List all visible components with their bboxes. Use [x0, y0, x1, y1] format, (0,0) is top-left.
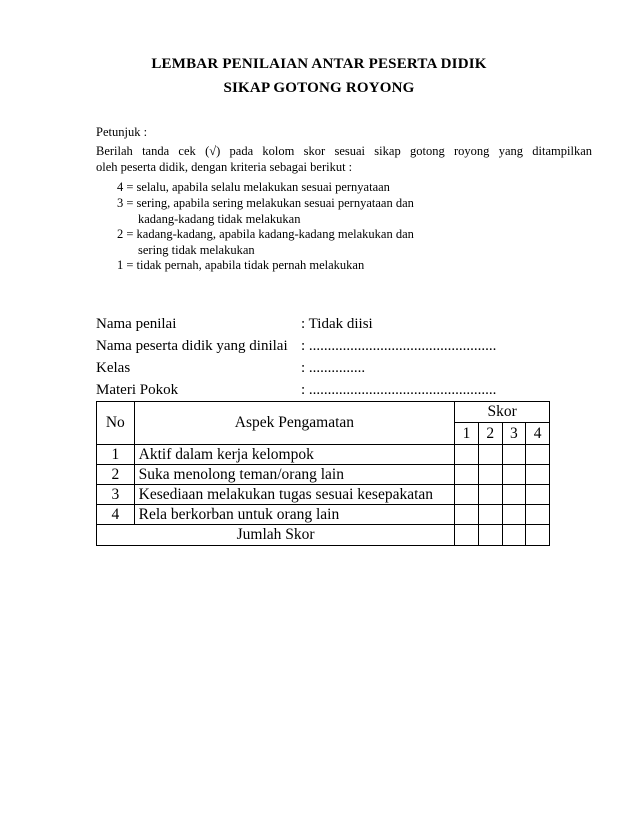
table-row	[97, 445, 550, 465]
score-cell-1[interactable]	[455, 445, 479, 465]
header-skor: Skor	[455, 402, 550, 423]
instructions-text-line2: oleh peserta didik, dengan kriteria sebagai berikut :	[96, 160, 353, 174]
info-label: Nama peserta didik yang dinilai	[96, 338, 288, 354]
score-cell-1[interactable]	[455, 505, 479, 525]
row-no: 3	[97, 485, 135, 505]
criteria-1-text: 1 = tidak pernah, apabila tidak pernah melakukan	[117, 258, 365, 272]
info-value: : ..................................................	[301, 338, 497, 354]
document-subtitle: SIKAP GOTONG ROYONG	[223, 80, 415, 96]
score-cell-2[interactable]	[478, 465, 502, 485]
table-row	[97, 485, 550, 505]
row-aspek: Kesediaan melakukan tugas sesuai kesepakatan	[134, 485, 455, 505]
score-table	[96, 401, 550, 546]
row-no: 1	[97, 445, 135, 465]
row-aspek: Suka menolong teman/orang lain	[134, 465, 455, 485]
total-cell-2[interactable]	[478, 525, 502, 546]
info-value: : ...............	[301, 360, 366, 376]
header-skor-3: 3	[502, 423, 526, 445]
score-cell-4[interactable]	[526, 485, 550, 505]
score-cell-4[interactable]	[526, 465, 550, 485]
criteria-2-text-cont: sering tidak melakukan	[138, 242, 255, 257]
score-cell-2[interactable]	[478, 445, 502, 465]
total-cell-4[interactable]	[526, 525, 550, 546]
info-label: Nama penilai	[96, 316, 177, 332]
header-skor-2: 2	[478, 423, 502, 445]
criteria-2	[117, 227, 414, 258]
criteria-2-text: 2 = kadang-kadang, apabila kadang-kadang melakukan dan	[117, 227, 414, 241]
table-row	[97, 505, 550, 525]
header-skor-1: 1	[455, 423, 479, 445]
criteria-1	[117, 258, 364, 274]
table-row	[97, 465, 550, 485]
score-cell-1[interactable]	[455, 465, 479, 485]
header-no: No	[97, 402, 135, 445]
instructions-text-line1: Berilah tanda cek (√) pada kolom skor sesuai sikap gotong royong yang ditampilkan	[96, 144, 592, 158]
score-cell-3[interactable]	[502, 465, 526, 485]
score-cell-4[interactable]	[526, 505, 550, 525]
info-label: Materi Pokok	[96, 382, 179, 398]
criteria-4-text: 4 = selalu, apabila selalu melakukan sesuai pernyataan	[117, 180, 390, 194]
score-cell-4[interactable]	[526, 445, 550, 465]
score-cell-1[interactable]	[455, 485, 479, 505]
instructions-heading: Petunjuk :	[96, 125, 148, 139]
score-cell-2[interactable]	[478, 485, 502, 505]
header-skor-4: 4	[526, 423, 550, 445]
info-value: : ..................................................	[301, 382, 497, 398]
total-row	[97, 525, 550, 546]
criteria-3-text: 3 = sering, apabila sering melakukan sesuai pernyataan dan	[117, 196, 414, 210]
row-aspek: Rela berkorban untuk orang lain	[134, 505, 455, 525]
info-value: : Tidak diisi	[301, 316, 373, 332]
row-no: 2	[97, 465, 135, 485]
total-label: Jumlah Skor	[97, 525, 455, 546]
score-cell-3[interactable]	[502, 485, 526, 505]
info-label: Kelas	[96, 360, 131, 376]
total-cell-1[interactable]	[455, 525, 479, 546]
criteria-3	[117, 196, 414, 227]
row-no: 4	[97, 505, 135, 525]
score-cell-2[interactable]	[478, 505, 502, 525]
document-title: LEMBAR PENILAIAN ANTAR PESERTA DIDIK	[151, 56, 487, 72]
criteria-3-text-cont: kadang-kadang tidak melakukan	[138, 211, 301, 226]
score-cell-3[interactable]	[502, 445, 526, 465]
row-aspek: Aktif dalam kerja kelompok	[134, 445, 455, 465]
score-cell-3[interactable]	[502, 505, 526, 525]
criteria-4	[117, 180, 390, 196]
total-cell-3[interactable]	[502, 525, 526, 546]
header-aspek: Aspek Pengamatan	[134, 402, 455, 445]
